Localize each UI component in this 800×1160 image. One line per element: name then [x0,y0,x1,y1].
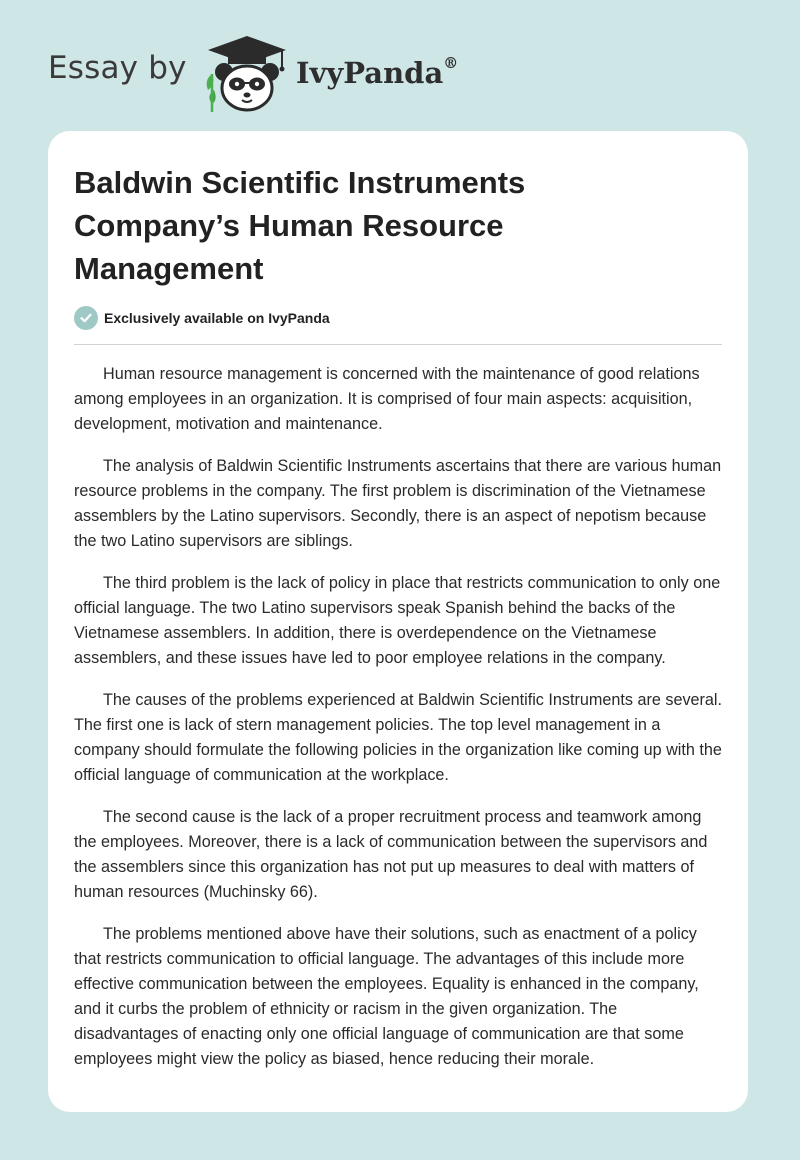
paragraph: The problems mentioned above have their solutions, such as enactment of a policy that restricts communication to official language. The advantages of this include more effective communication between the employees. Equality is enhanced in the company, and it curbs the problem of ethnicity or racism in the given organization. The disadvantages of enacting only one official language of communication are that some employees might view the policy as biased, hence reducing their morale. [74,925,699,1068]
site-header [48,30,488,116]
paragraph: The third problem is the lack of policy in place that restricts communication to only one official language. The two Latino supervisors speak Spanish behind the backs of the Vietnamese assemblers. In addition, there is overdependence on the Vietnamese assemblers, and these issues have led to poor employee relations in the company. [74,574,721,667]
essay-card [48,131,748,1112]
exclusive-label: Exclusively available on IvyPanda [104,310,330,326]
paragraph: The analysis of Baldwin Scientific Instruments ascertains that there are various human resource problems in the company. The first problem is discrimination of the Vietnamese assemblers by the Latino supervisors. Secondly, there is an aspect of nepotism because the two Latino supervisors are siblings. [74,457,722,550]
trademark-symbol: ® [443,54,459,72]
brand-text: IvyPanda [296,56,444,90]
exclusive-badge [74,305,330,331]
panda-graduate-logo-icon[interactable] [202,34,292,114]
paragraph: The causes of the problems experienced at Baldwin Scientific Instruments are several. The first one is lack of stern management policies. The top level management in a company should formulate the following policies in the organization like coming up with the official language of communication at the workplace. [74,691,723,784]
essay-body [74,362,724,1089]
brand-name[interactable] [296,56,458,90]
paragraph: The second cause is the lack of a proper recruitment process and teamwork among the employees. Moreover, there is a lack of communication between the supervisors and the assemblers since this organization has not put up measures to deal with matters of human resources (Muchinsky 66). [74,808,708,901]
page-title: Baldwin Scientific Instruments Company’s Human Resource Management [74,165,526,286]
essay-by-label: Essay by [48,50,187,86]
divider [74,344,722,345]
paragraph: Human resource management is concerned with the maintenance of good relations among employees in an organization. It is comprised of four main aspects: acquisition, development, motivation and maintenance. [74,365,700,433]
check-badge-icon [74,306,98,330]
